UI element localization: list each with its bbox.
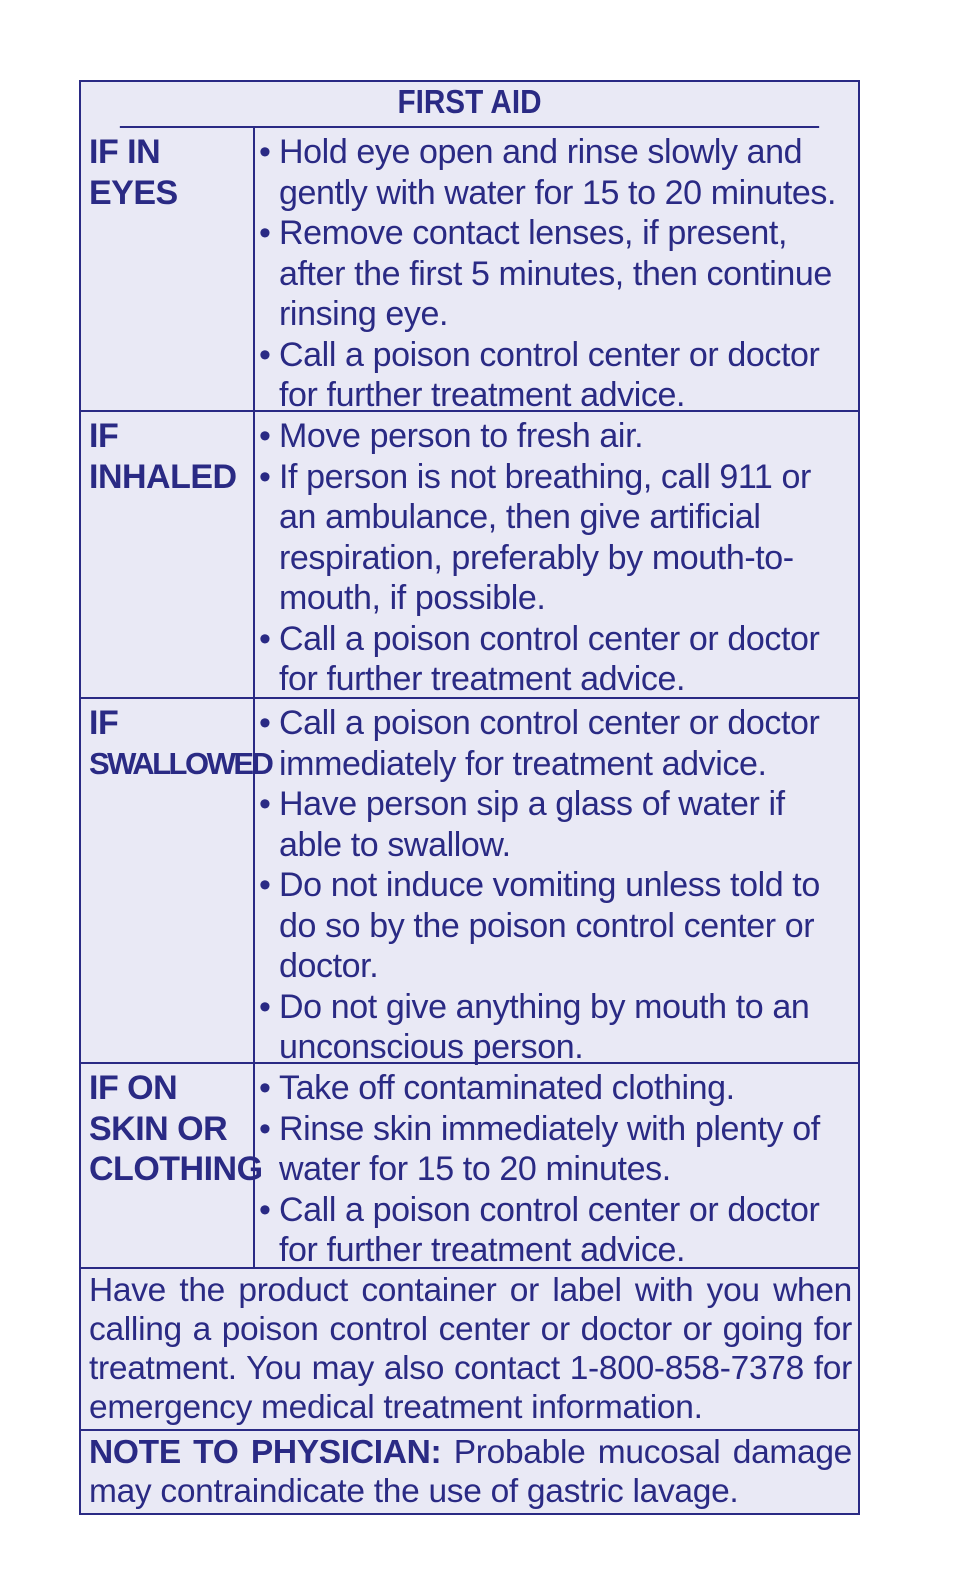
first-aid-title: FIRST AID <box>120 82 819 128</box>
bullet-icon: • <box>259 619 271 658</box>
bullet-icon: • <box>259 704 271 742</box>
bullet-icon: • <box>259 133 271 171</box>
section-label: IF SWALLOWED <box>81 699 255 1062</box>
bullet-icon: • <box>259 987 271 1026</box>
bullet-icon: • <box>259 785 271 823</box>
section-label: IF IN EYES <box>81 128 255 410</box>
list-item: • Remove contact lenses, if present, after the first 5 minutes, then continue rinsing eye. <box>259 214 832 333</box>
general-note: Have the product container or label with you when calling a poison control center or doctor or going for treatment. You may also contact 1-800-858-7378 for emergency medical treatment information. <box>81 1269 858 1431</box>
bullet-icon: • <box>259 1069 271 1107</box>
bullet-icon: • <box>259 1109 271 1148</box>
section-if-inhaled <box>81 412 858 699</box>
list-item: • Do not induce vomiting unless told to do so by the poison control center or doctor. <box>259 866 820 985</box>
list-item: • Call a poison control center or doctor for further treatment advice. <box>259 335 820 414</box>
physician-note-heading: NOTE TO PHYSICIAN: <box>89 1434 442 1471</box>
physician-note <box>81 1431 858 1513</box>
list-item: • Call a poison control center or doctor for further treatment advice. <box>259 619 820 698</box>
section-instructions <box>255 1064 858 1267</box>
section-if-in-eyes <box>81 128 858 412</box>
list-item: • Do not give anything by mouth to an unconscious person. <box>259 987 810 1066</box>
section-label: IF INHALED <box>81 412 255 697</box>
list-item: • Call a poison control center or doctor immediately for treatment advice. <box>259 704 820 783</box>
list-item: • Rinse skin immediately with plenty of water for 15 to 20 minutes. <box>259 1109 820 1188</box>
bullet-icon: • <box>259 417 271 455</box>
bullet-icon: • <box>259 335 271 374</box>
bullet-icon: • <box>259 866 271 904</box>
first-aid-panel <box>79 80 860 1515</box>
bullet-icon: • <box>259 214 271 252</box>
bullet-icon: • <box>259 1190 271 1229</box>
section-instructions <box>255 412 858 697</box>
physician-note-text: Probable mucosal damage may contraindicate the use of gastric lavage. <box>89 1434 852 1510</box>
list-item: • Have person sip a glass of water if able to swallow. <box>259 785 785 864</box>
list-item: • Move person to fresh air. <box>259 417 644 455</box>
section-instructions <box>255 699 858 1066</box>
section-instructions <box>255 128 858 414</box>
list-item: • If person is not breathing, call 911 or an ambulance, then give artificial respiration, preferably by mouth-to-mouth, if possible. <box>259 457 811 617</box>
list-item: • Call a poison control center or doctor for further treatment advice. <box>259 1190 820 1269</box>
section-if-on-skin <box>81 1064 858 1269</box>
list-item: • Hold eye open and rinse slowly and gently with water for 15 to 20 minutes. <box>259 133 837 212</box>
list-item: • Take off contaminated clothing. <box>259 1069 735 1107</box>
section-label: IF ON SKIN OR CLOTHING <box>81 1064 255 1267</box>
section-if-swallowed <box>81 699 858 1064</box>
bullet-icon: • <box>259 457 271 496</box>
